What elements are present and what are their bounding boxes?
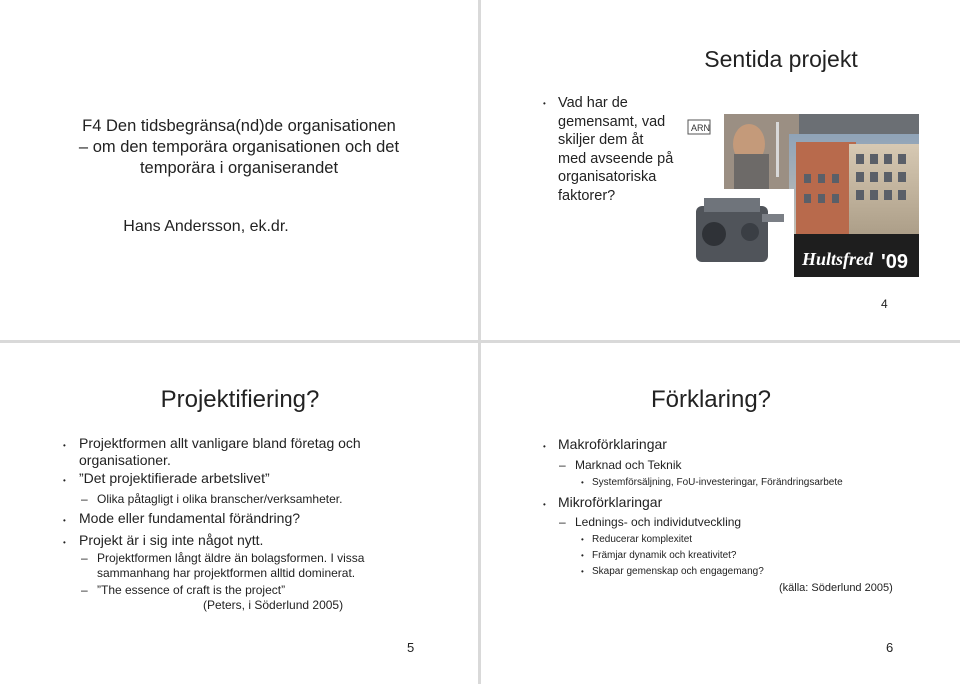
page-number: 4 xyxy=(881,297,888,311)
title-line-1: F4 Den tidsbegränsa(nd)de organisationen xyxy=(82,117,396,135)
title-dash: – xyxy=(78,138,89,156)
slide-3-bullet-4: Projekt är i sig inte något nytt. xyxy=(79,532,264,548)
slide-3-sub-bullet xyxy=(97,551,364,581)
bullet-icon: • xyxy=(543,99,546,108)
collage-graphic xyxy=(684,114,919,277)
slide-4-sub-bullet: Lednings- och individutveckling xyxy=(575,515,742,529)
bullet-text: organisationer. xyxy=(79,452,171,468)
slide-2-title: Sentida projekt xyxy=(704,46,858,72)
dash-icon: – xyxy=(81,492,88,506)
collage-badge: ARN xyxy=(691,123,711,133)
bullet-icon: • xyxy=(543,500,546,509)
dash-icon: – xyxy=(559,458,566,472)
slide-3-bullet-2: ”Det projektifierade arbetslivet” xyxy=(79,470,270,486)
title-line-2 xyxy=(0,137,478,158)
sub-bullet-text: Projektformen långt äldre än bolagsformen. I vissa xyxy=(97,551,365,565)
slide-2 xyxy=(481,0,960,340)
bullet-line: gemensamt, vad xyxy=(558,113,666,130)
slide-3-title: Projektifiering? xyxy=(160,386,320,413)
slide-4 xyxy=(481,343,960,684)
project-collage-image xyxy=(684,114,919,277)
slide-3-citation: (Peters, i Söderlund 2005) xyxy=(203,598,344,612)
sub-bullet-text: sammanhang har projektformen alltid dominerat. xyxy=(97,566,356,580)
page-number: 6 xyxy=(886,640,894,655)
slide-4-item: Reducerar komplexitet xyxy=(592,534,693,545)
dash-icon: – xyxy=(559,515,566,529)
slide-3 xyxy=(0,343,478,684)
title-line-3: temporära i organiserandet xyxy=(139,159,339,177)
slide-4-sub-bullet: Marknad och Teknik xyxy=(575,458,682,472)
bullet-icon: • xyxy=(581,478,584,487)
collage-year: '09 xyxy=(881,251,909,273)
slide-4-title: Förklaring? xyxy=(650,386,772,413)
bullet-line: organisatoriska xyxy=(558,169,657,185)
bullet-icon: • xyxy=(63,538,66,547)
slide-4-item: Främjar dynamik och kreativitet? xyxy=(592,550,737,561)
bullet-text: Projektformen allt vanligare bland företag och xyxy=(79,435,361,451)
bullet-icon: • xyxy=(63,516,66,525)
slide-4-bullet-2: Mikroförklaringar xyxy=(558,494,663,510)
bullet-icon: • xyxy=(581,551,584,560)
bullet-icon: • xyxy=(581,535,584,544)
author: Hans Andersson, ek.dr. xyxy=(123,218,289,235)
dash-icon: – xyxy=(81,583,88,597)
collage-logo: Hultsfred xyxy=(802,249,874,269)
dash-icon: – xyxy=(81,551,88,565)
bullet-line: skiljer dem åt xyxy=(558,132,644,148)
bullet-line: med avseende på xyxy=(558,150,674,167)
slide-3-sub-bullet: Olika påtagligt i olika branscher/verksamheter. xyxy=(97,492,343,506)
slide-3-quote: ”The essence of craft is the project” xyxy=(97,583,286,597)
title-line-2-text: om den temporära organisationen och det xyxy=(92,138,400,156)
slide-1 xyxy=(0,0,478,340)
slide-2-bullet xyxy=(558,94,673,205)
bullet-icon: • xyxy=(63,476,66,485)
slide-4-bullet-1: Makroförklaringar xyxy=(558,436,667,452)
slide-4-item: Skapar gemenskap och engagemang? xyxy=(592,566,764,577)
slide-1-title xyxy=(0,116,478,179)
slide-4-source: (källa: Söderlund 2005) xyxy=(779,582,893,594)
bullet-line: Vad har de xyxy=(558,95,628,111)
bullet-icon: • xyxy=(63,441,66,450)
slide-3-bullet-1 xyxy=(79,435,361,469)
slide-4-item: Systemförsäljning, FoU-investeringar, Förändringsarbete xyxy=(592,477,843,488)
slide-3-bullet-3: Mode eller fundamental förändring? xyxy=(79,510,301,526)
bullet-icon: • xyxy=(543,442,546,451)
bullet-icon: • xyxy=(581,567,584,576)
page-number: 5 xyxy=(407,640,415,655)
bullet-line: faktorer? xyxy=(558,187,616,204)
